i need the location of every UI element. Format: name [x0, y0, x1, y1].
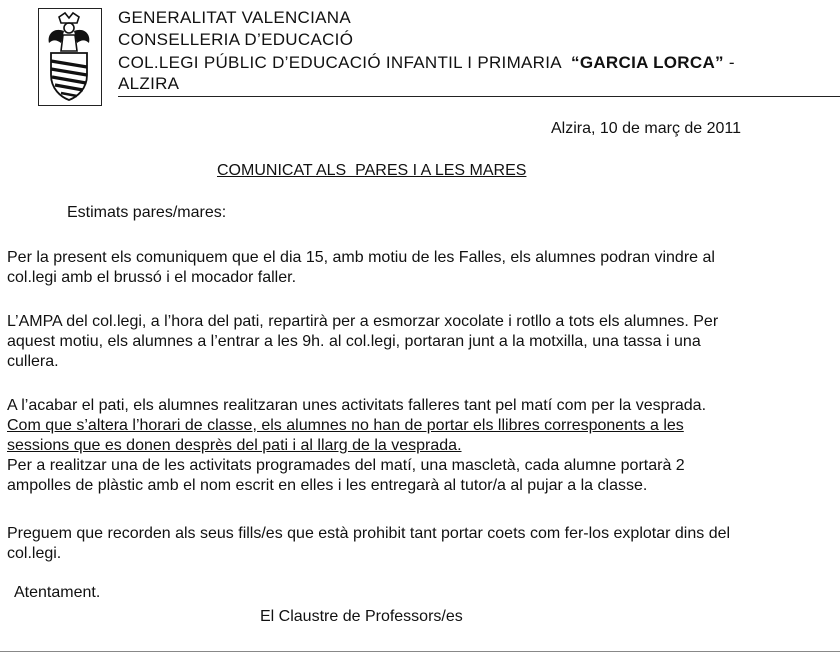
paragraph-line: Preguem que recorden als seus fills/es que està prohibit tant portar coets com fer-los explotar dins del [7, 525, 731, 542]
school-suffix: - [723, 53, 735, 72]
paragraph-line: col.legi. [7, 545, 62, 562]
school-name: “GARCIA LORCA” [571, 53, 724, 72]
header-line-department: CONSELLERIA D’EDUCACIÓ [118, 30, 354, 49]
paragraph-line: aquest motiu, els alumnes a l’entrar a les 9h. al col.legi, portaran junt a la motxilla, una tassa i una [7, 333, 701, 350]
paragraph-line: Per a realitzar una de les activitats programades del matí, una mascletà, cada alumne portarà 2 [7, 457, 685, 474]
document-title: COMUNICAT ALS PARES I A LES MARES [217, 162, 527, 179]
paragraph-activities [7, 396, 837, 496]
school-prefix: COL.LEGI PÚBLIC D’EDUCACIÓ INFANTIL I PRIMARIA [118, 53, 572, 72]
signature: El Claustre de Professors/es [260, 608, 463, 625]
document-date: Alzira, 10 de març de 2011 [551, 120, 742, 137]
greeting: Estimats pares/mares: [67, 204, 227, 221]
paragraph-line-underlined: sessions que es donen desprès del pati i al llarg de la vesprada. [7, 437, 462, 454]
header-divider [118, 96, 840, 97]
page-bottom-edge [0, 651, 840, 652]
paragraph-line: col.legi amb el brussó i el mocador faller. [7, 269, 297, 286]
header-line-town: ALZIRA [118, 74, 180, 93]
coat-of-arms-logo [38, 8, 102, 106]
paragraph-line: A l’acabar el pati, els alumnes realitzaran unes activitats falleres tant pel matí com per la vesprada. [7, 397, 707, 414]
paragraph-line: Per la present els comuniquem que el dia 15, amb motiu de les Falles, els alumnes podran vindre al [7, 249, 715, 266]
paragraph-fireworks-warning [7, 524, 837, 564]
header-line-school [118, 53, 735, 73]
header-line-institution: GENERALITAT VALENCIANA [118, 8, 352, 27]
coat-of-arms-icon [39, 9, 100, 104]
paragraph-line-underlined: Com que s’altera l’horari de classe, els alumnes no han de portar els llibres corresponents a les [7, 417, 684, 434]
paragraph-ampa-breakfast [7, 312, 837, 372]
paragraph-line: cullera. [7, 353, 59, 370]
paragraph-line: L’AMPA del col.legi, a l’hora del pati, repartirà per a esmorzar xocolate i rotllo a tots els alumnes. Per [7, 313, 719, 330]
closing: Atentament. [14, 584, 101, 601]
paragraph-line: ampolles de plàstic amb el nom escrit en elles i les entregarà al tutor/a al pujar a la classe. [7, 477, 648, 494]
paragraph-falles-dress [7, 248, 837, 288]
